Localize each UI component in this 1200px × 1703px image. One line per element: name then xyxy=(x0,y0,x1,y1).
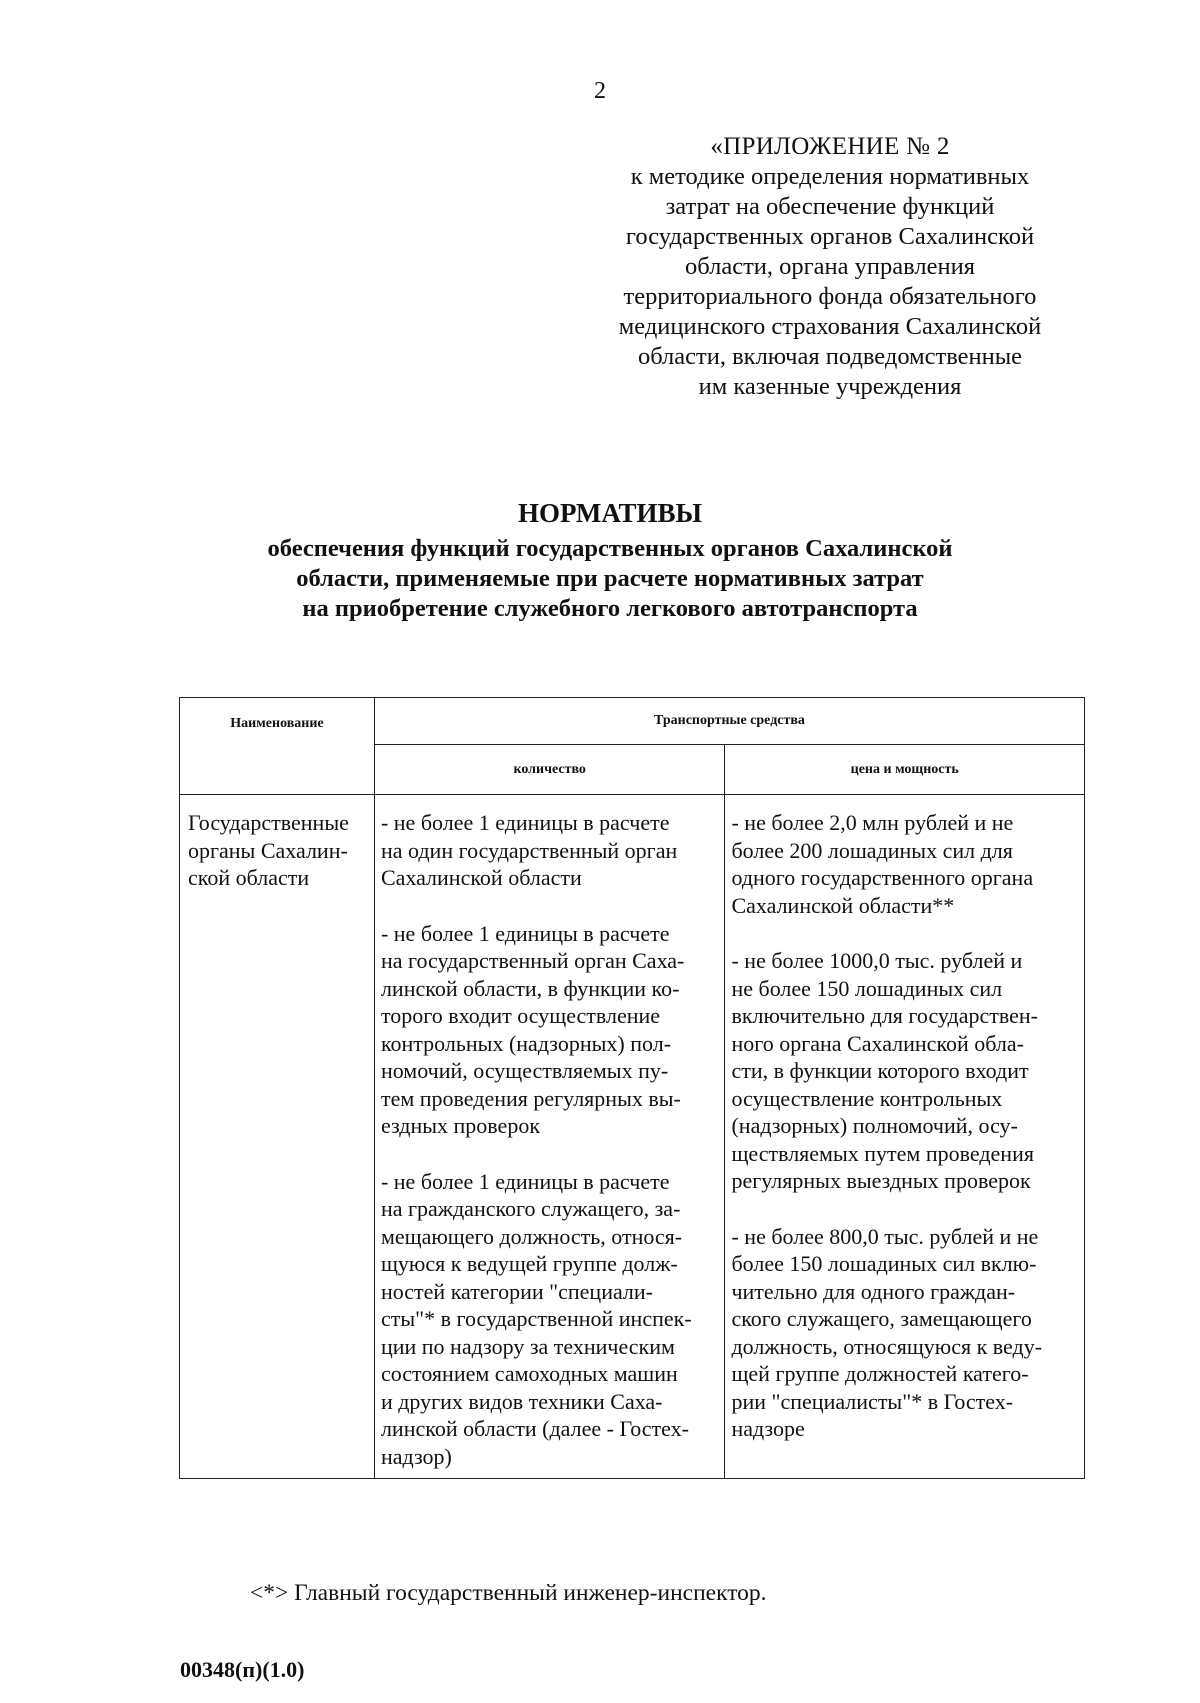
price-entry: - не более 2,0 млн рублей и не более 200 лошадиных сил для одного государственного органа Сахалинской области** xyxy=(731,810,1034,918)
appendix-line: территориального фонда обязательного xyxy=(623,283,1037,310)
header-quantity: количество xyxy=(374,745,725,795)
appendix-line: государственных органов Сахалинской xyxy=(625,223,1035,250)
cell-name xyxy=(180,795,375,1479)
quantity-entry: - не более 1 единицы в расчете на один государственный орган Сахалинской области xyxy=(380,810,678,890)
cell-price xyxy=(725,795,1085,1479)
header-name: Наименование xyxy=(180,698,375,795)
appendix-title: «ПРИЛОЖЕНИЕ № 2 xyxy=(710,133,950,160)
quantity-entry: - не более 1 единицы в расчете на государственный орган Саха- линской области, в функции ко- торого входит осуществление контрольных (надзорных) пол- номочий, осуществляемых пу- тем проведения регулярных вы- ездных проверок xyxy=(380,920,685,1138)
appendix-header xyxy=(590,132,1070,402)
price-entry: - не более 800,0 тыс. рублей и не более 150 лошадиных сил вклю- чительно для одного граждан- ского служащего, замещающего должность, относящуюся к веду- щей группе должностей катего- рии "специалисты"* в Гостех- надзоре xyxy=(731,1223,1043,1441)
appendix-line: к методике определения нормативных xyxy=(630,163,1030,190)
row-name: Государственные органы Сахалин- ской области xyxy=(188,810,349,890)
header-price: цена и мощность xyxy=(725,745,1085,795)
appendix-line: области, органа управления xyxy=(684,253,975,280)
quantity-entry: - не более 1 единицы в расчете на гражданского служащего, за- мещающего должность, относя- щуюся к ведущей группе долж- ностей категории "специали- сты"* в государственной инспек- ции по надзору за техническим состоянием самоходных машин и других видов техники Саха- линской области (далее - Гостех- надзор) xyxy=(380,1168,692,1469)
appendix-line: медицинского страхования Сахалинской xyxy=(618,313,1042,340)
norms-table xyxy=(179,697,1085,1479)
appendix-line: им казенные учреждения xyxy=(698,373,962,400)
footnote: <*> Главный государственный инженер-инспектор. xyxy=(250,1580,767,1606)
cell-quantity xyxy=(374,795,725,1479)
heading-subtitle-line: на приобретение служебного легкового автотранспорта xyxy=(302,595,918,622)
page-number: 2 xyxy=(594,78,606,104)
heading-subtitle-line: области, применяемые при расчете нормативных затрат xyxy=(296,565,924,592)
heading-subtitle-line: обеспечения функций государственных органов Сахалинской xyxy=(267,535,953,562)
heading-title: НОРМАТИВЫ xyxy=(517,498,703,528)
appendix-line: затрат на обеспечение функций xyxy=(665,193,995,220)
document-heading xyxy=(170,496,1050,624)
header-transport: Транспортные средства xyxy=(374,698,1084,745)
price-entry: - не более 1000,0 тыс. рублей и не более 150 лошадиных сил включительно для государствен- ного органа Сахалинской обла- сти, в функции которого входит осуществление контрольных (надзорных) полномочий, осу- ществляемых путем проведения регулярных выездных проверок xyxy=(731,948,1038,1193)
document-code: 00348(п)(1.0) xyxy=(180,1657,305,1682)
table-row xyxy=(180,795,1085,1479)
appendix-line: области, включая подведомственные xyxy=(637,343,1023,370)
